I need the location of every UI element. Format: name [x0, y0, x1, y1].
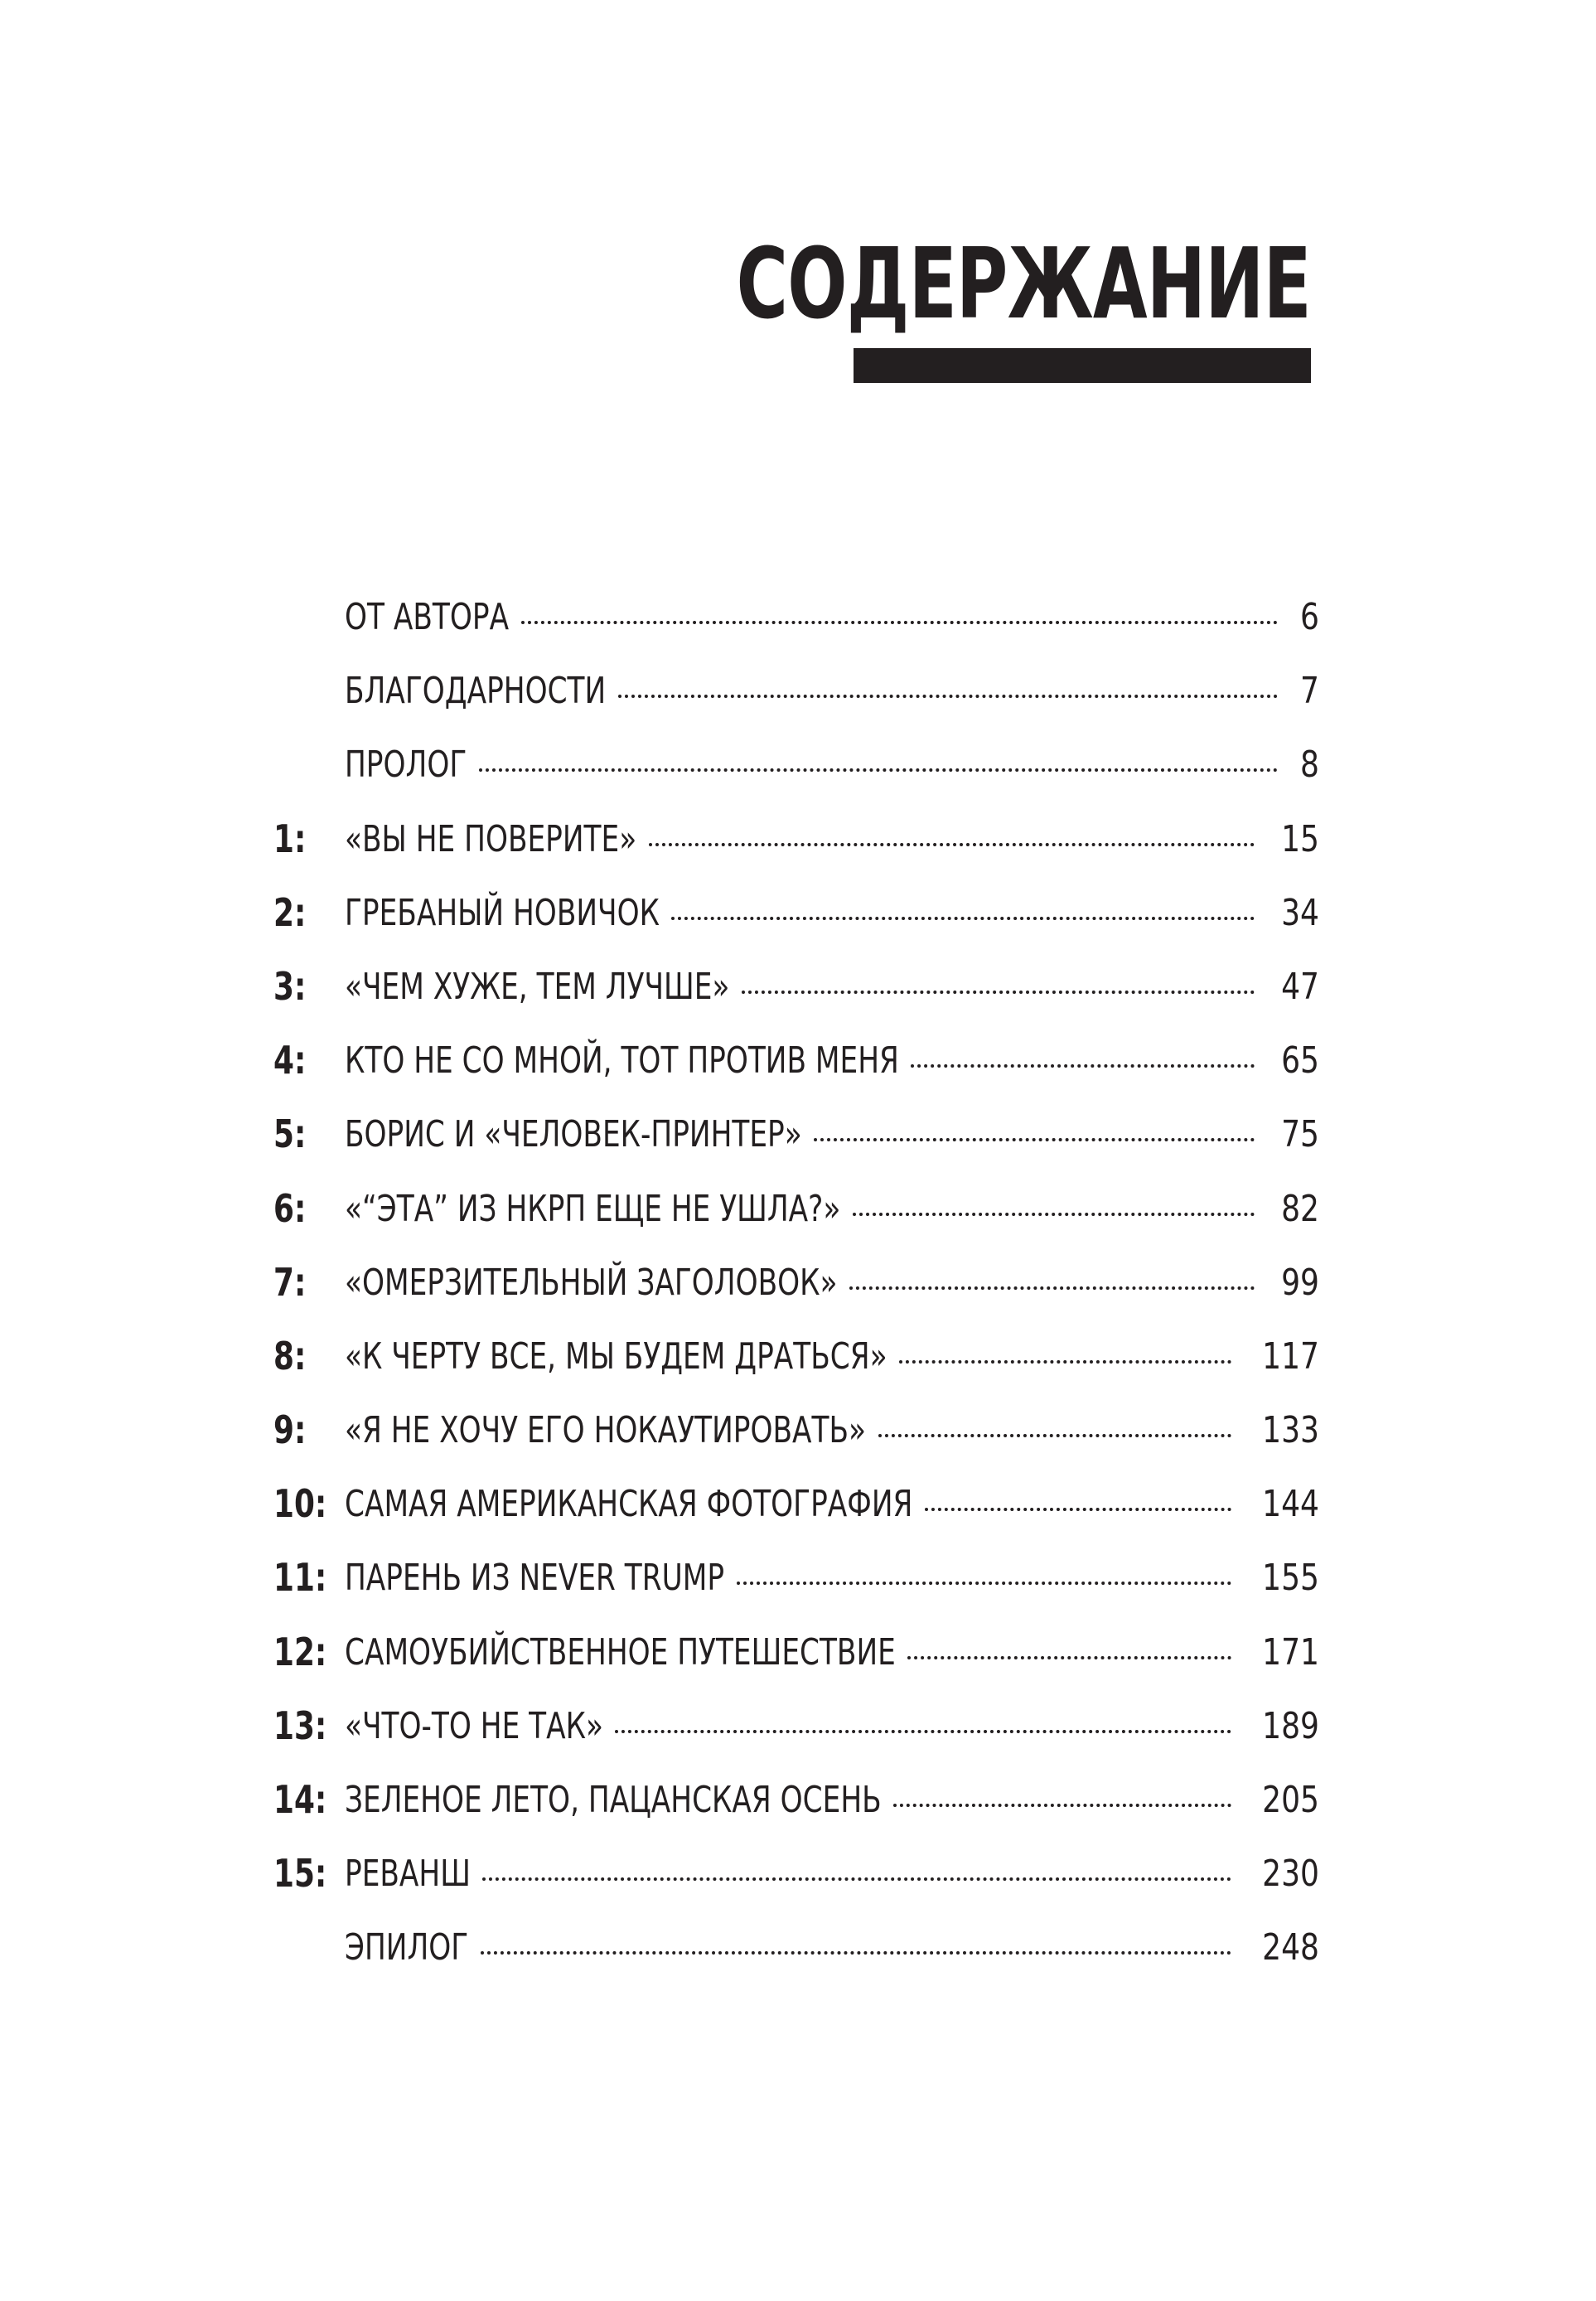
- chapter-title-wrapper: [345, 1541, 725, 1615]
- toc-entry-line: [345, 1467, 1319, 1541]
- chapter-number: 5:: [273, 1112, 307, 1157]
- toc-entry-line: [345, 1172, 1319, 1246]
- toc-entry-line: [345, 1097, 1319, 1171]
- chapter-title: «Я НЕ ХОЧУ ЕГО НОКАУТИРОВАТЬ»: [345, 1409, 867, 1452]
- chapter-title-wrapper: [345, 1467, 913, 1541]
- dot-leader: [853, 1209, 1255, 1216]
- page-number: 99: [1281, 1261, 1319, 1304]
- chapter-title-wrapper: [345, 1320, 887, 1393]
- dot-leader: [907, 1653, 1231, 1659]
- toc-entry: [0, 1393, 1596, 1467]
- toc-entry-line: [345, 1541, 1319, 1615]
- chapter-title: ПАРЕНЬ ИЗ NEVER TRUMP: [345, 1557, 725, 1600]
- page-number: 230: [1262, 1853, 1319, 1896]
- chapter-number: 4:: [273, 1038, 307, 1083]
- toc-entry-line: [345, 876, 1319, 950]
- chapter-title-wrapper: [345, 654, 607, 728]
- toc-entry: [0, 1541, 1596, 1615]
- toc-entry-line: [345, 950, 1319, 1024]
- dot-leader: [849, 1283, 1255, 1290]
- chapter-number: 11:: [273, 1555, 327, 1601]
- page-number: 7: [1300, 670, 1319, 713]
- chapter-title: «“ЭТА” ИЗ НКРП ЕЩЕ НЕ УШЛА?»: [345, 1187, 841, 1230]
- chapter-title: «К ЧЕРТУ ВСЕ, МЫ БУДЕМ ДРАТЬСЯ»: [345, 1335, 887, 1378]
- dot-leader: [615, 1727, 1231, 1733]
- page-number: 133: [1262, 1409, 1319, 1452]
- page-number: 155: [1262, 1557, 1319, 1600]
- page-number: 15: [1281, 817, 1319, 860]
- page-number: 47: [1281, 965, 1319, 1008]
- page-number: 34: [1281, 891, 1319, 934]
- chapter-title-wrapper: [345, 1763, 882, 1837]
- chapter-title: ОТ АВТОРА: [345, 596, 510, 638]
- chapter-title-wrapper: [345, 1393, 867, 1467]
- title-underline-bar: [854, 348, 1311, 383]
- toc-entry: [0, 1616, 1596, 1689]
- chapter-title: РЕВАНШ: [345, 1853, 471, 1896]
- chapter-title-wrapper: [345, 1837, 471, 1911]
- page-number: 171: [1262, 1630, 1319, 1674]
- toc-entry-line: [345, 1911, 1319, 1984]
- toc-entry: [0, 802, 1596, 876]
- chapter-title: ГРЕБАНЫЙ НОВИЧОК: [345, 891, 660, 934]
- chapter-number: 12:: [273, 1629, 327, 1674]
- toc-entry: [0, 1911, 1596, 1984]
- chapter-number: 15:: [273, 1851, 327, 1897]
- toc-entry: [0, 1024, 1596, 1097]
- chapter-title: ЭПИЛОГ: [345, 1926, 469, 1969]
- chapter-title: «ЧТО-ТО НЕ ТАК»: [345, 1704, 603, 1747]
- page-number: 75: [1281, 1113, 1319, 1156]
- page-title: СОДЕРЖАНИЕ: [736, 226, 1311, 341]
- chapter-title: САМАЯ АМЕРИКАНСКАЯ ФОТОГРАФИЯ: [345, 1483, 913, 1526]
- page-number: 205: [1262, 1779, 1319, 1821]
- chapter-number: 2:: [273, 889, 307, 935]
- dot-leader: [671, 913, 1255, 920]
- chapter-number: 7:: [273, 1259, 307, 1305]
- toc-entry: [0, 654, 1596, 728]
- page-number: 248: [1262, 1926, 1319, 1969]
- page-number: 6: [1300, 596, 1319, 638]
- toc-entry-line: [345, 580, 1319, 654]
- chapter-title: ЗЕЛЕНОЕ ЛЕТО, ПАЦАНСКАЯ ОСЕНЬ: [345, 1779, 882, 1821]
- dot-leader: [878, 1431, 1231, 1437]
- dot-leader: [899, 1357, 1231, 1364]
- dot-leader: [521, 618, 1278, 624]
- chapter-title-wrapper: [345, 1172, 841, 1246]
- chapter-number: 10:: [273, 1481, 327, 1527]
- page-number: 117: [1262, 1335, 1319, 1378]
- toc-entry: [0, 1097, 1596, 1171]
- chapter-title-wrapper: [345, 1689, 603, 1763]
- chapter-number: 8:: [273, 1333, 307, 1378]
- page-number: 65: [1281, 1039, 1319, 1083]
- dot-leader: [814, 1135, 1255, 1141]
- chapter-number: 1:: [273, 816, 307, 861]
- toc-entry-line: [345, 1320, 1319, 1393]
- toc-entry-line: [345, 1837, 1319, 1911]
- dot-leader: [481, 1948, 1231, 1955]
- chapter-number: 9:: [273, 1407, 307, 1453]
- toc-entry-line: [345, 1393, 1319, 1467]
- toc-entry: [0, 1837, 1596, 1911]
- toc-entry: [0, 1467, 1596, 1541]
- chapter-title-wrapper: [345, 1911, 469, 1984]
- dot-leader: [482, 1874, 1231, 1881]
- page-number: 82: [1281, 1187, 1319, 1230]
- toc-entry-line: [345, 728, 1319, 802]
- dot-leader: [618, 691, 1278, 698]
- toc-entry-line: [345, 1024, 1319, 1097]
- chapter-title-wrapper: [345, 1024, 899, 1097]
- chapter-title: КТО НЕ СО МНОЙ, ТОТ ПРОТИВ МЕНЯ: [345, 1039, 899, 1083]
- toc-entry: [0, 1172, 1596, 1246]
- dot-leader: [893, 1800, 1231, 1807]
- table-of-contents: [0, 580, 1596, 1985]
- toc-entry-line: [345, 654, 1319, 728]
- chapter-title-wrapper: [345, 950, 730, 1024]
- chapter-number: 3:: [273, 963, 307, 1009]
- toc-entry: [0, 1246, 1596, 1320]
- page-number: 8: [1300, 744, 1319, 787]
- chapter-title-wrapper: [345, 1616, 896, 1689]
- dot-leader: [925, 1504, 1231, 1511]
- chapter-title: «ВЫ НЕ ПОВЕРИТЕ»: [345, 817, 637, 860]
- toc-entry: [0, 1763, 1596, 1837]
- toc-entry: [0, 876, 1596, 950]
- chapter-title: САМОУБИЙСТВЕННОЕ ПУТЕШЕСТВИЕ: [345, 1630, 896, 1674]
- toc-entry-line: [345, 802, 1319, 876]
- page-number: 189: [1262, 1704, 1319, 1747]
- toc-entry-line: [345, 1616, 1319, 1689]
- chapter-title-wrapper: [345, 580, 510, 654]
- chapter-number: 14:: [273, 1777, 327, 1822]
- toc-entry: [0, 1320, 1596, 1393]
- chapter-title: БЛАГОДАРНОСТИ: [345, 670, 607, 713]
- dot-leader: [649, 840, 1255, 846]
- toc-entry-line: [345, 1763, 1319, 1837]
- chapter-title-wrapper: [345, 1246, 838, 1320]
- chapter-number: 13:: [273, 1703, 327, 1748]
- chapter-title: ПРОЛОГ: [345, 744, 467, 787]
- dot-leader: [742, 987, 1255, 994]
- chapter-number: 6:: [273, 1185, 307, 1231]
- toc-entry-line: [345, 1689, 1319, 1763]
- chapter-title-wrapper: [345, 876, 660, 950]
- dot-leader: [479, 765, 1278, 772]
- dot-leader: [911, 1061, 1255, 1068]
- page-number: 144: [1262, 1483, 1319, 1526]
- chapter-title: БОРИС И «ЧЕЛОВЕК-ПРИНТЕР»: [345, 1113, 802, 1156]
- toc-entry: [0, 580, 1596, 654]
- chapter-title-wrapper: [345, 728, 467, 802]
- chapter-title: «ЧЕМ ХУЖЕ, ТЕМ ЛУЧШЕ»: [345, 965, 730, 1008]
- toc-entry: [0, 950, 1596, 1024]
- chapter-title-wrapper: [345, 802, 637, 876]
- dot-leader: [737, 1578, 1231, 1585]
- chapter-title: «ОМЕРЗИТЕЛЬНЫЙ ЗАГОЛОВОК»: [345, 1261, 838, 1304]
- toc-entry-line: [345, 1246, 1319, 1320]
- toc-entry: [0, 1689, 1596, 1763]
- toc-entry: [0, 728, 1596, 802]
- chapter-title-wrapper: [345, 1097, 802, 1171]
